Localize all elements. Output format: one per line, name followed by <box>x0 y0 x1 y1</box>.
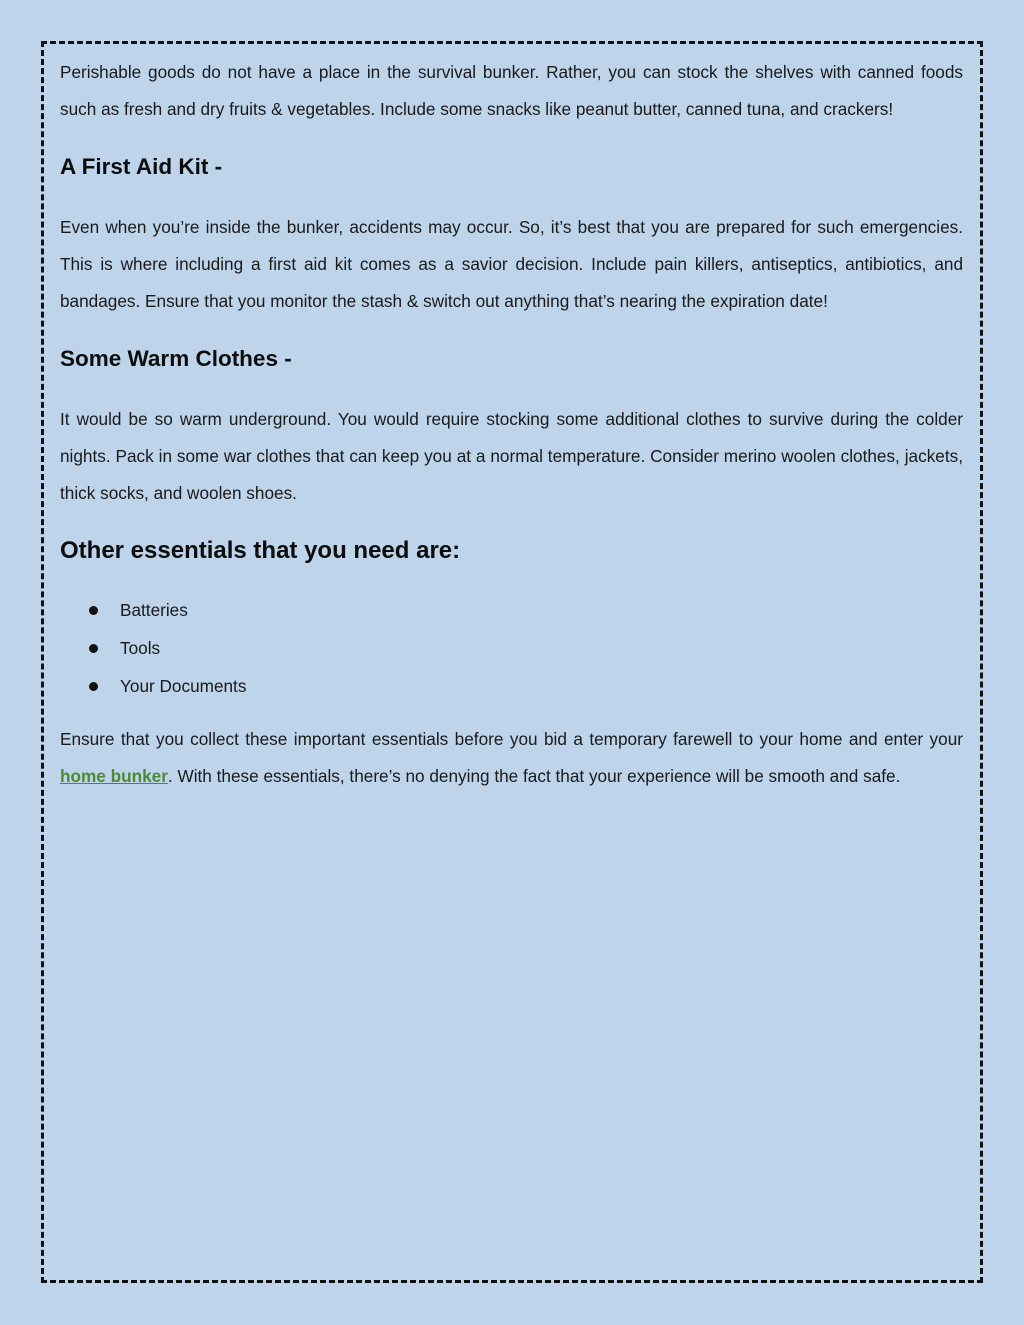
essentials-list <box>60 591 963 705</box>
list-item-label: Tools <box>120 638 161 658</box>
closing-text-after-link: . With these essentials, there’s no denying the fact that your experience will be smooth and safe. <box>167 766 901 786</box>
intro-paragraph: Perishable goods do not have a place in the survival bunker. Rather, you can stock the shelves with canned foods such as fresh and dry fruits & vegetables. Include some snacks like peanut butter, canned tuna, and crackers! <box>60 62 963 119</box>
home-bunker-link[interactable]: home bunker <box>60 766 168 786</box>
closing-paragraph <box>60 721 963 795</box>
warm-clothes-paragraph: It would be so warm underground. You would require stocking some additional clothes to survive during the colder nights. Pack in some war clothes that can keep you at a normal temperature. Consider merino woolen clothes, jackets, thick socks, and woolen shoes. <box>60 409 963 503</box>
list-item-label: Your Documents <box>120 676 247 696</box>
bullet-icon <box>89 682 98 691</box>
document-body <box>60 54 963 795</box>
essentials-heading: Other essentials that you need are: <box>60 537 461 564</box>
list-item <box>60 629 963 667</box>
warm-clothes-heading: Some Warm Clothes - <box>60 346 292 371</box>
bullet-icon <box>89 606 98 615</box>
closing-text-before-link: Ensure that you collect these important essentials before you bid a temporary farewell to your home and enter your <box>60 729 963 749</box>
first-aid-heading: A First Aid Kit - <box>60 154 223 179</box>
first-aid-paragraph: Even when you’re inside the bunker, accidents may occur. So, it’s best that you are prepared for such emergencies. This is where including a first aid kit comes as a savior decision. Include pain killers, antiseptics, antibiotics, and bandages. Ensure that you monitor the stash & switch out anything that’s nearing the expiration date! <box>60 217 963 311</box>
list-item <box>60 591 963 629</box>
list-item-label: Batteries <box>120 600 188 620</box>
bullet-icon <box>89 644 98 653</box>
list-item <box>60 667 963 705</box>
